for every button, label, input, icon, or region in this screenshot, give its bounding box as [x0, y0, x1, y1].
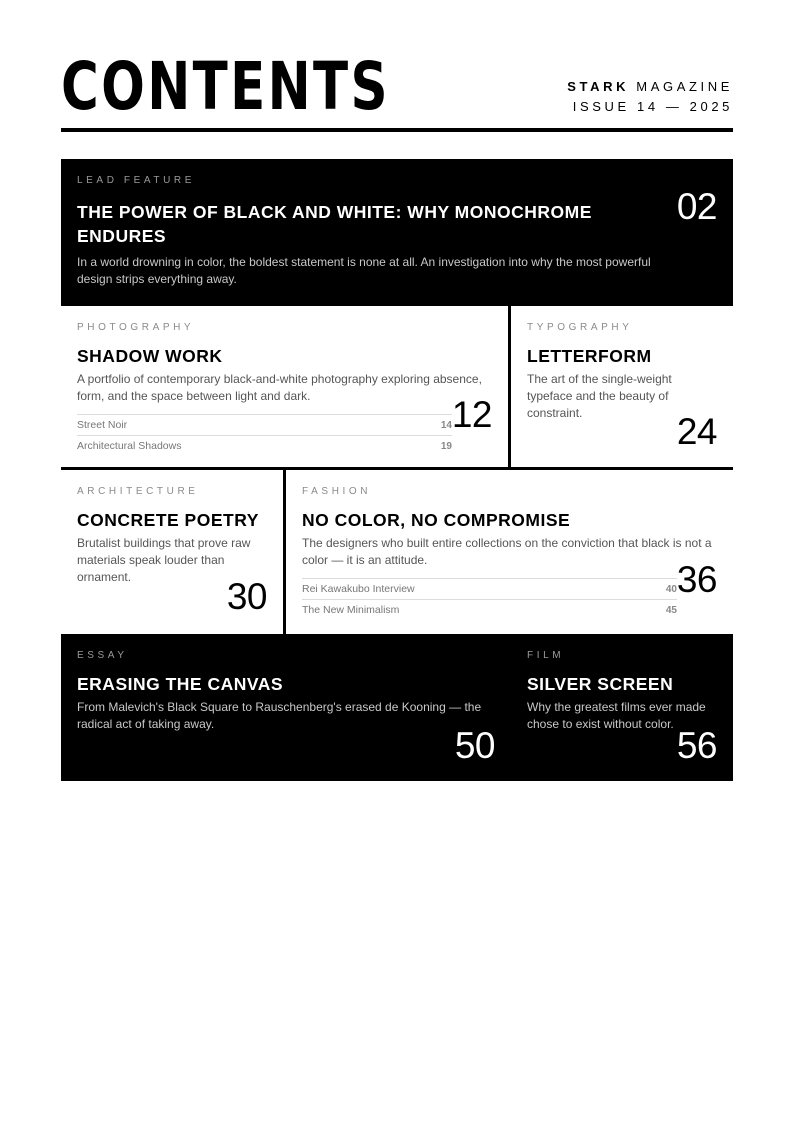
row-lead — [61, 159, 733, 306]
row-4 — [61, 634, 733, 781]
film-page-number: 56 — [676, 725, 717, 766]
typography-desc: The art of the single-weight typeface and the beauty of constraint. — [527, 372, 672, 420]
lead-desc: In a world drowning in color, the boldest statement is none at all. An investigation into why the most powerful design strips everything away. — [77, 255, 651, 286]
sub-article-title: Street Noir — [77, 419, 128, 431]
architecture-page-number: 30 — [226, 576, 267, 617]
essay-kicker: ESSAY — [77, 650, 128, 661]
essay-headline: ERASING THE CANVAS — [77, 674, 284, 694]
sub-article-title: The New Minimalism — [302, 604, 400, 616]
photography-entry[interactable] — [61, 306, 508, 467]
sub-article-title: Rei Kawakubo Interview — [302, 583, 415, 595]
masthead — [567, 77, 733, 117]
row-3 — [61, 470, 733, 634]
page-title: CONTENTS — [61, 48, 390, 125]
brand-name: STARK — [567, 79, 630, 94]
architecture-kicker: ARCHITECTURE — [77, 486, 199, 497]
row-2 — [61, 306, 733, 467]
fashion-page-number: 36 — [676, 559, 717, 600]
photography-desc: A portfolio of contemporary black-and-white photography exploring absence, form, and the space between light and dark. — [77, 372, 482, 403]
sub-article[interactable] — [302, 578, 677, 599]
photography-headline: SHADOW WORK — [77, 346, 223, 366]
typography-page-number: 24 — [676, 411, 717, 452]
photography-subarticles — [77, 414, 452, 456]
typography-kicker: TYPOGRAPHY — [527, 322, 633, 333]
film-headline: SILVER SCREEN — [527, 674, 674, 694]
lead-kicker: LEAD FEATURE — [77, 175, 196, 186]
essay-page-number: 50 — [454, 725, 495, 766]
sub-article[interactable] — [77, 414, 452, 435]
sub-article[interactable] — [77, 435, 452, 456]
essay-entry[interactable] — [61, 634, 511, 781]
brand-suffix: MAGAZINE — [636, 79, 733, 94]
sub-article-title: Architectural Shadows — [77, 440, 182, 452]
header — [61, 0, 733, 132]
typography-headline: LETTERFORM — [527, 346, 652, 366]
sub-article-page: 19 — [440, 440, 452, 452]
essay-desc: From Malevich's Black Square to Rauschenberg's erased de Kooning — the radical act of taking away. — [77, 700, 482, 731]
sub-article[interactable] — [302, 599, 677, 620]
film-kicker: FILM — [527, 650, 565, 661]
fashion-subarticles — [302, 578, 677, 620]
issue-label: ISSUE 14 — 2025 — [572, 99, 733, 114]
lead-headline: THE POWER OF BLACK AND WHITE: WHY MONOCHROME ENDURES — [77, 202, 592, 246]
fashion-desc: The designers who built entire collections on the conviction that black is not a color — it is an attitude. — [302, 536, 712, 567]
fashion-headline: NO COLOR, NO COMPROMISE — [302, 510, 571, 530]
architecture-entry[interactable] — [61, 470, 283, 634]
photography-page-number: 12 — [451, 394, 492, 435]
fashion-entry[interactable] — [286, 470, 733, 634]
film-entry[interactable] — [511, 634, 733, 781]
architecture-headline: CONCRETE POETRY — [77, 510, 259, 530]
sub-article-page: 40 — [665, 583, 677, 595]
film-desc: Why the greatest films ever made chose to exist without color. — [527, 700, 706, 731]
sub-article-page: 14 — [440, 419, 452, 431]
fashion-kicker: FASHION — [302, 486, 372, 497]
photography-kicker: PHOTOGRAPHY — [77, 322, 195, 333]
sub-article-page: 45 — [665, 604, 677, 616]
lead-feature-entry[interactable] — [61, 159, 733, 306]
architecture-desc: Brutalist buildings that prove raw materials speak louder than ornament. — [77, 536, 251, 584]
typography-entry[interactable] — [511, 306, 733, 467]
lead-page-number: 02 — [676, 186, 717, 227]
